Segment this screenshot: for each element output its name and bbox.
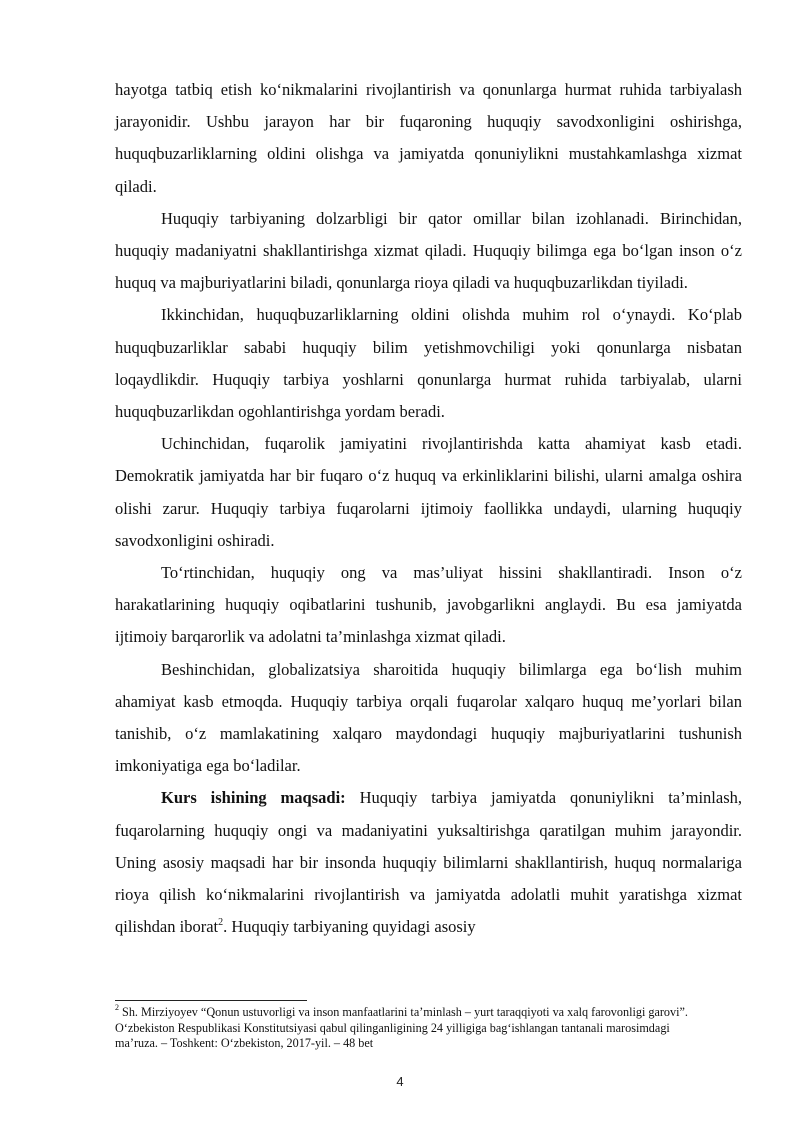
purpose-heading: Kurs ishining maqsadi: <box>161 788 346 808</box>
footnote-text: Sh. Mirziyoyev “Qonun ustuvorligi va inson manfaatlarini ta’minlash – yurt taraqqiyoti va xalq farovonligi garovi”. O‘zbekiston Respublikasi Konstitutsiyasi qabul qilinganligining 24 yilligiga bag‘ishlangan tantanali marosimdagi ma’ruza. – Toshkent: O‘zbekiston, 2017-yil. – 48 bet <box>115 1005 688 1050</box>
paragraph-fourth-reason: To‘rtinchidan, huquqiy ong va mas’uliyat hissini shakllantiradi. Inson o‘z harakatlarining huquqiy oqibatlarini tushunib, javobgarlikni anglaydi. Bu esa jamiyatda ijtimoiy barqarorlik va adolatni ta’minlashga xizmat qiladi. <box>115 563 742 647</box>
footnote <box>115 1002 715 1052</box>
purpose-text: Huquqiy tarbiya jamiyatda qonuniylikni ta’minlash, fuqarolarning huquqiy ongi va madaniyatini yuksaltirishga qaratilgan muhim jarayondir. Uning asosiy maqsadi har bir insonda huquqiy bilimlarni shakllantirish, huquq normalariga rioya qilish ko‘nikmalarini rivojlantirish va jamiyatda adolatli muhit yaratishga xizmat qilishdan iborat <box>115 788 742 937</box>
paragraph-third-reason: Uchinchidan, fuqarolik jamiyatini rivojlantirishda katta ahamiyat kasb etadi. Demokratik jamiyatda har bir fuqaro o‘z huquq va erkinliklarini bilishi, ularni amalga oshira olishi zarur. Huquqiy tarbiya fuqarolarni ijtimoiy faollikka undaydi, ularning huquqiy savodxonligini oshiradi. <box>115 434 742 550</box>
footnote-separator <box>115 1000 307 1001</box>
paragraph-fifth-reason: Beshinchidan, globalizatsiya sharoitida huquqiy bilimlarga ega bo‘lish muhim ahamiyat kasb etmoqda. Huquqiy tarbiya orqali fuqarolar xalqaro huquq me’yorlari bilan tanishib, o‘z mamlakatining xalqaro maydondagi huquqiy majburiyatlarini tushunish imkoniyatiga ega bo‘ladilar. <box>115 659 742 776</box>
paragraph-course-purpose <box>115 782 742 943</box>
footnote-marker: 2 <box>115 1002 119 1012</box>
page-number: 4 <box>396 1074 404 1089</box>
footnote-reference: 2 <box>218 916 224 928</box>
paragraph-relevance: Huquqiy tarbiyaning dolzarbligi bir qator omillar bilan izohlanadi. Birinchidan, huquqiy madaniyatni shakllantirishga xizmat qiladi. Huquqiy bilimga ega bo‘lgan inson o‘z huquq va majburiyatlarini biladi, qonunlarga rioya qiladi va huquqbuzarlikdan tiyiladi. <box>115 208 742 293</box>
document-body <box>115 74 742 943</box>
purpose-text-end: . Huquqiy tarbiyaning quyidagi asosiy <box>223 917 476 937</box>
paragraph-second-reason: Ikkinchidan, huquqbuzarliklarning oldini olishda muhim rol o‘ynaydi. Ko‘plab huquqbuzarliklar sababi huquqiy bilim yetishmovchiligi yoki qonunlarga nisbatan loqaydlikdir. Huquqiy tarbiya yoshlarni qonunlarga hurmat ruhida tarbiyalab, ularni huquqbuzarlikdan ogohlantirishga yordam beradi. <box>115 305 742 422</box>
paragraph-continuation: hayotga tatbiq etish ko‘nikmalarini rivojlantirish va qonunlarga hurmat ruhida tarbiyalash jarayonidir. Ushbu jarayon har bir fuqaroning huquqiy savodxonligini oshirishga, huquqbuzarliklarning oldini olishga va jamiyatda qonuniylikni mustahkamlashga xizmat qiladi. <box>115 80 742 196</box>
